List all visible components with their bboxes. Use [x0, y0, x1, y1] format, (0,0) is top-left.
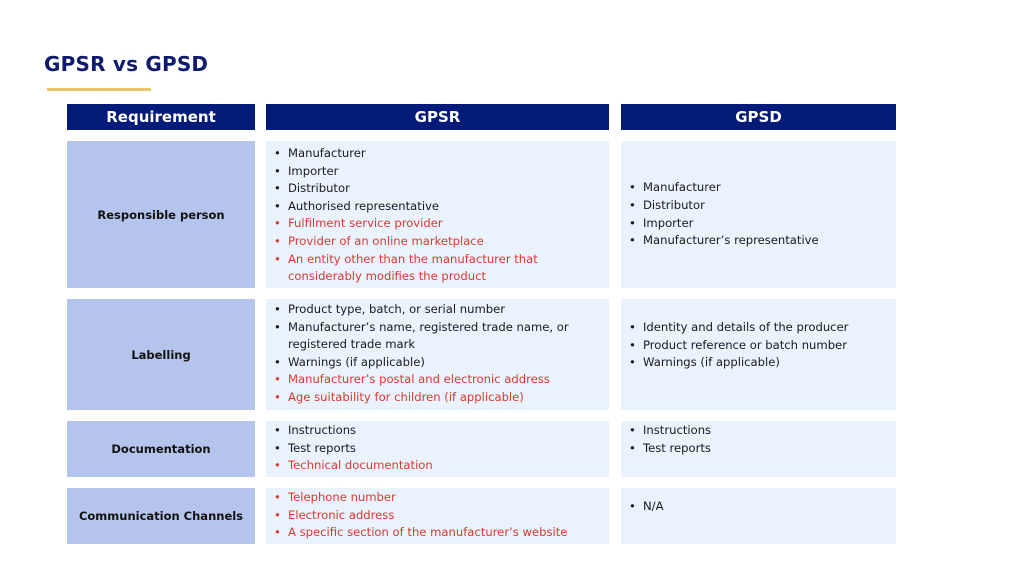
list-item-new: • Electronic address — [288, 507, 567, 525]
gpsr-cell-labelling — [266, 299, 609, 410]
gpsd-list — [621, 319, 848, 372]
page-title: GPSR vs GPSD — [44, 52, 209, 76]
header-gpsd: GPSD — [621, 104, 896, 130]
list-item-new: • An entity other than the manufacturer that considerably modifies the product — [288, 251, 548, 286]
gpsd-list — [621, 179, 819, 249]
requirement-cell-documentation: Documentation — [67, 421, 255, 477]
list-item-new: • Provider of an online marketplace — [288, 233, 548, 251]
list-item: • Test reports — [288, 440, 433, 458]
list-item: • Distributor — [288, 180, 548, 198]
list-item-new: • A specific section of the manufacturer’s website — [288, 524, 567, 542]
header-gpsr: GPSR — [266, 104, 609, 130]
list-item-new: • Fulfilment service provider — [288, 215, 548, 233]
list-item: • Product reference or batch number — [643, 337, 848, 355]
gpsr-list — [266, 489, 567, 542]
list-item-new: • Manufacturer’s postal and electronic address — [288, 371, 588, 389]
gpsd-list — [621, 498, 664, 516]
list-item: • Instructions — [288, 422, 433, 440]
gpsr-cell-communication-channels — [266, 488, 609, 544]
requirement-cell-responsible-person: Responsible person — [67, 141, 255, 288]
requirement-cell-labelling: Labelling — [67, 299, 255, 410]
list-item: • Importer — [288, 163, 548, 181]
list-item: • Test reports — [643, 440, 711, 458]
list-item: • Manufacturer — [288, 145, 548, 163]
gpsd-list — [621, 422, 711, 457]
list-item-new: • Telephone number — [288, 489, 567, 507]
gpsr-list — [266, 145, 548, 286]
list-item: • Manufacturer — [643, 179, 819, 197]
list-item-new: • Age suitability for children (if applicable) — [288, 389, 588, 407]
gpsr-list — [266, 301, 588, 407]
list-item: • N/A — [643, 498, 664, 516]
gpsd-cell-documentation — [621, 421, 896, 477]
list-item: • Instructions — [643, 422, 711, 440]
gpsd-cell-labelling — [621, 299, 896, 410]
gpsr-list — [266, 422, 433, 475]
list-item: • Manufacturer’s name, registered trade name, or registered trade mark — [288, 319, 588, 354]
gpsd-cell-responsible-person — [621, 141, 896, 288]
title-accent-underline — [47, 88, 151, 91]
list-item-new: • Technical documentation — [288, 457, 433, 475]
list-item: • Warnings (if applicable) — [643, 354, 848, 372]
gpsr-cell-documentation — [266, 421, 609, 477]
list-item: • Importer — [643, 215, 819, 233]
header-requirement: Requirement — [67, 104, 255, 130]
list-item: • Identity and details of the producer — [643, 319, 848, 337]
list-item: • Distributor — [643, 197, 819, 215]
requirement-cell-communication-channels: Communication Channels — [67, 488, 255, 544]
gpsd-cell-communication-channels — [621, 488, 896, 544]
list-item: • Manufacturer’s representative — [643, 232, 819, 250]
list-item: • Warnings (if applicable) — [288, 354, 588, 372]
list-item: • Authorised representative — [288, 198, 548, 216]
gpsr-cell-responsible-person — [266, 141, 609, 288]
list-item: • Product type, batch, or serial number — [288, 301, 588, 319]
